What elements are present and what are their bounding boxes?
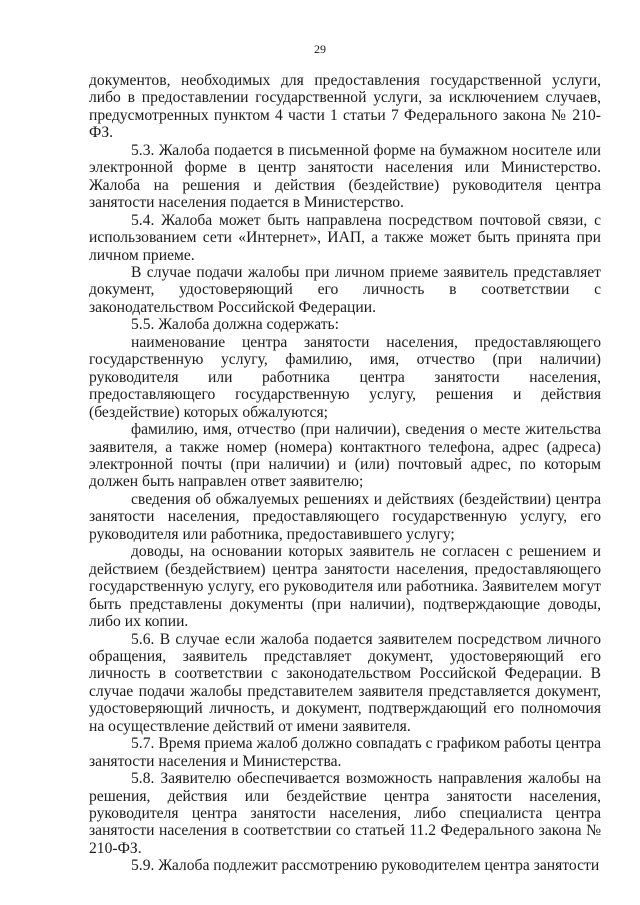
paragraph-5-6: 5.6. В случае если жалоба подается заявителем посредством личного обращения, заявитель представляет документ, удостоверяющий его личность в соответствии с законодательством Российской Федерации. В случае подачи жалобы представителем заявителя представляется документ, удостоверяющий личность, и документ, подтверждающий его полномочия на осуществление действий от имени заявителя. xyxy=(89,630,601,735)
paragraph-personal-reception: В случае подачи жалобы при личном приеме заявитель представляет документ, удостоверяющий его личность в соответствии с законодательством Российской Федерации. xyxy=(89,263,601,316)
paragraph-complaint-item-applicant-info: фамилию, имя, отчество (при наличии), сведения о месте жительства заявителя, а также номер (номера) контактного телефона, адрес (адреса) электронной почты (при наличии) и (или) почтовый адрес, по которым должен быть направлен ответ заявителю; xyxy=(89,421,601,491)
paragraph-5-9: 5.9. Жалоба подлежит рассмотрению руководителем центра занятости xyxy=(131,857,600,875)
paragraph-complaint-item-decisions: сведения об обжалуемых решениях и действиях (бездействии) центра занятости населения, предоставляющего государственную услугу, его руководителя или работника, предоставившего услугу; xyxy=(89,490,601,543)
document-body xyxy=(89,72,601,875)
paragraph-5-8: 5.8. Заявителю обеспечивается возможность направления жалобы на решения, действия или бездействие центра занятости населения, руководителя центра занятости населения, либо специалиста центра занятости населения в соответствии со статьей 11.2 Федерального закона № 210-ФЗ. xyxy=(89,770,601,857)
paragraph-5-4: 5.4. Жалоба может быть направлена посредством почтовой связи, с использованием сети «Интернет», ИАП, а также может быть принята при личном приеме. xyxy=(89,211,601,264)
paragraph-complaint-item-arguments: доводы, на основании которых заявитель не согласен с решением и действием (бездействием) центра занятости населения, предоставляющего государственную услугу, его руководителя или работника. Заявителем могут быть представлены документы (при наличии), подтверждающие доводы, либо их копии. xyxy=(89,543,601,631)
paragraph-5-5: 5.5. Жалоба должна содержать: xyxy=(131,316,339,334)
paragraph-complaint-item-center-name: наименование центра занятости населения, предоставляющего государственную услугу, фамилию, имя, отчество (при наличии) руководителя или работника центра занятости населения, предоставляющего государственную услугу, решения и действия (бездействие) которых обжалуются; xyxy=(89,333,601,421)
paragraph-continuation: документов, необходимых для предоставления государственной услуги, либо в предоставлении государственной услуги, за исключением случаев, предусмотренных пунктом 4 части 1 статьи 7 Федерального закона № 210-ФЗ. xyxy=(89,72,601,142)
paragraph-5-3: 5.3. Жалоба подается в письменной форме на бумажном носителе или электронной форме в центр занятости населения или Министерство. Жалоба на решения и действия (бездействие) руководителя центра занятости населения подается в Министерство. xyxy=(89,141,601,212)
paragraph-5-7: 5.7. Время приема жалоб должно совпадать с графиком работы центра занятости населения и Министерства. xyxy=(89,735,601,770)
page-number: 29 xyxy=(314,42,326,56)
